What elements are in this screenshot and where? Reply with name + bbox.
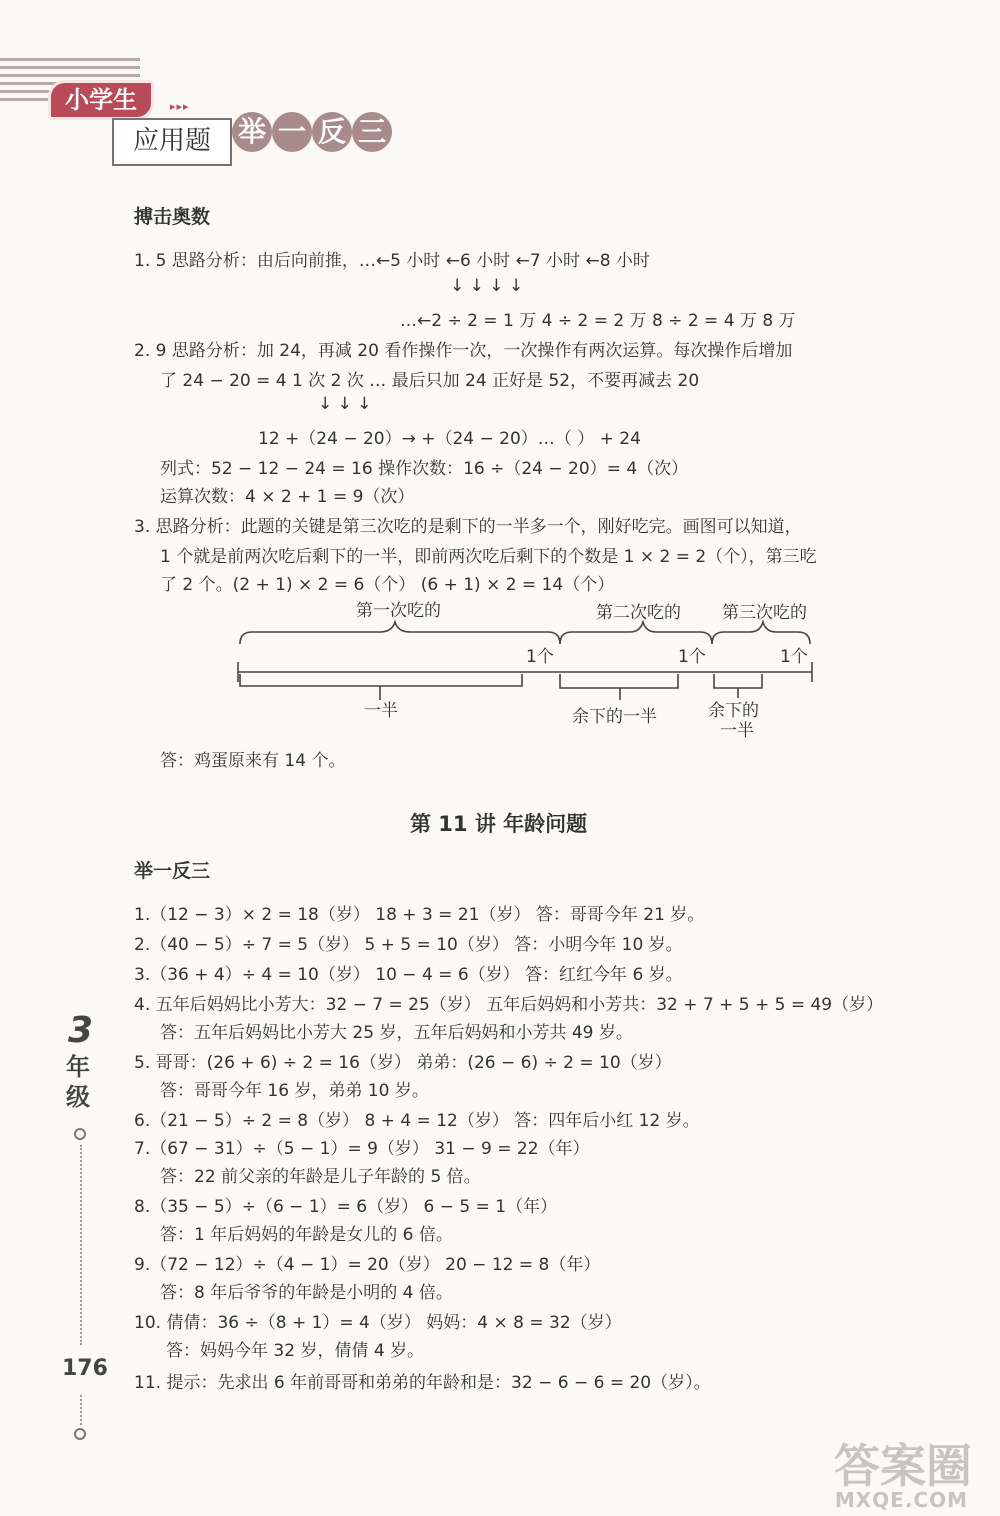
text-line: 3. 思路分析：此题的关键是第三次吃的是剩下的一半多一个，刚好吃完。画图可以知道， xyxy=(134,517,802,537)
diagram-remain-half-2: 一半 xyxy=(720,721,754,741)
text-line: 答：妈妈今年 32 岁，倩倩 4 岁。 xyxy=(166,1341,425,1361)
text-line: 12 +（24 − 20）→ +（24 − 20）…（ ） + 24 xyxy=(258,429,641,449)
diagram-label-first: 第一次吃的 xyxy=(356,601,441,621)
dotted-divider xyxy=(80,1145,84,1345)
answer-line: 答：鸡蛋原来有 14 个。 xyxy=(160,751,346,771)
text-line: 列式：52 − 12 − 24 = 16 操作次数：16 ÷（24 − 20）= 4（次） xyxy=(160,459,689,479)
text-line: 8.（35 − 5）÷（6 − 1）= 6（岁） 6 − 5 = 1（年） xyxy=(134,1197,558,1217)
bracket-remain-half-2 xyxy=(714,674,762,688)
text-line: ↓ ↓ ↓ xyxy=(318,394,372,414)
text-line: ↓ ↓ ↓ ↓ xyxy=(450,276,524,296)
brand-badge: 小学生 xyxy=(48,80,154,120)
text-line: …←2 ÷ 2 = 1 万 4 ÷ 2 = 2 万 8 ÷ 2 = 4 万 8 万 xyxy=(400,311,796,331)
text-line: 了 2 个。(2 + 1) × 2 = 6（个） (6 + 1) × 2 = 14（个） xyxy=(160,575,615,595)
text-line: 答：1 年后妈妈的年龄是女儿的 6 倍。 xyxy=(160,1225,453,1245)
series-char-3: 反 xyxy=(312,112,352,152)
text-line: 1.（12 − 3）× 2 = 18（岁） 18 + 3 = 21（岁） 答：哥哥今年 21 岁。 xyxy=(134,905,705,925)
lecture-heading: 举一反三 xyxy=(134,860,211,882)
grade-number: 3 xyxy=(68,1010,94,1051)
text-line: 1. 5 思路分析：由后向前推，…←5 小时 ←6 小时 ←7 小时 ←8 小时 xyxy=(134,251,650,271)
bracket-remain-half xyxy=(560,674,678,688)
series-char-1: 举 xyxy=(232,112,272,152)
brace-third xyxy=(712,622,810,644)
series-char-2: 一 xyxy=(272,112,312,152)
eggs-diagram xyxy=(230,596,820,746)
diagram-one-1: 1个 xyxy=(526,647,554,667)
arrows-icon: ▸▸▸ xyxy=(170,100,190,113)
dot-circle-icon xyxy=(74,1128,86,1140)
page-number: 176 xyxy=(62,1356,108,1381)
diagram-remain: 余下的 xyxy=(708,701,759,721)
text-line: 答：8 年后爷爷的年龄是小明的 4 倍。 xyxy=(160,1283,453,1303)
text-line: 1 个就是前两次吃后剩下的一半，即前两次吃后剩下的个数是 1 × 2 = 2（个），第三吃 xyxy=(160,547,817,567)
book-subtitle: 应用题 xyxy=(112,118,232,166)
text-line: 6.（21 − 5）÷ 2 = 8（岁） 8 + 4 = 12（岁） 答：四年后小红 12 岁。 xyxy=(134,1111,700,1131)
text-line: 3.（36 + 4）÷ 4 = 10（岁） 10 − 4 = 6（岁） 答：红红今年 6 岁。 xyxy=(134,965,683,985)
diagram-half: 一半 xyxy=(364,701,398,721)
diagram-label-third: 第三次吃的 xyxy=(722,603,807,623)
text-line: 答：哥哥今年 16 岁，弟弟 10 岁。 xyxy=(160,1081,429,1101)
text-line: 答：五年后妈妈比小芳大 25 岁，五年后妈妈和小芳共 49 岁。 xyxy=(160,1023,633,1043)
bracket-half xyxy=(240,674,522,686)
brace-second xyxy=(560,622,712,644)
text-line: 5. 哥哥：(26 + 6) ÷ 2 = 16（岁） 弟弟：(26 − 6) ÷ 2 = 10（岁） xyxy=(134,1053,672,1073)
text-line: 了 24 − 20 = 4 1 次 2 次 … 最后只加 24 正好是 52，不要再减去 20 xyxy=(160,371,700,391)
dotted-divider xyxy=(80,1395,84,1425)
dot-circle-icon xyxy=(74,1428,86,1440)
diagram-remain-half: 余下的一半 xyxy=(572,707,657,727)
watermark-logo: 答案圈 xyxy=(834,1439,972,1493)
diagram-one-3: 1个 xyxy=(780,647,808,667)
diagram-label-second: 第二次吃的 xyxy=(596,603,681,623)
brace-first xyxy=(240,622,560,644)
text-line: 11. 提示：先求出 6 年前哥哥和弟弟的年龄和是：32 − 6 − 6 = 20（岁）。 xyxy=(134,1373,711,1393)
grade-label: 年级 xyxy=(66,1053,90,1111)
series-char-4: 三 xyxy=(352,112,392,152)
lecture-title: 第 11 讲 年龄问题 xyxy=(410,812,588,836)
text-line: 运算次数：4 × 2 + 1 = 9（次） xyxy=(160,487,415,507)
watermark-url: MXQE.COM xyxy=(834,1488,968,1512)
diagram-one-2: 1个 xyxy=(678,647,706,667)
text-line: 答：22 前父亲的年龄是儿子年龄的 5 倍。 xyxy=(160,1167,481,1187)
text-line: 10. 倩倩：36 ÷（8 + 1）= 4（岁） 妈妈：4 × 8 = 32（岁） xyxy=(134,1313,622,1333)
section-heading: 搏击奥数 xyxy=(134,206,211,228)
text-line: 4. 五年后妈妈比小芳大：32 − 7 = 25（岁） 五年后妈妈和小芳共：32 + 7 + 5 + 5 = 49（岁） xyxy=(134,995,884,1015)
text-line: 2. 9 思路分析：加 24，再减 20 看作操作一次，一次操作有两次运算。每次操作后增加 xyxy=(134,341,793,361)
text-line: 2.（40 − 5）÷ 7 = 5（岁） 5 + 5 = 10（岁） 答：小明今年 10 岁。 xyxy=(134,935,683,955)
text-line: 9.（72 − 12）÷（4 − 1）= 20（岁） 20 − 12 = 8（年） xyxy=(134,1255,601,1275)
text-line: 7.（67 − 31）÷（5 − 1）= 9（岁） 31 − 9 = 22（年） xyxy=(134,1139,590,1159)
